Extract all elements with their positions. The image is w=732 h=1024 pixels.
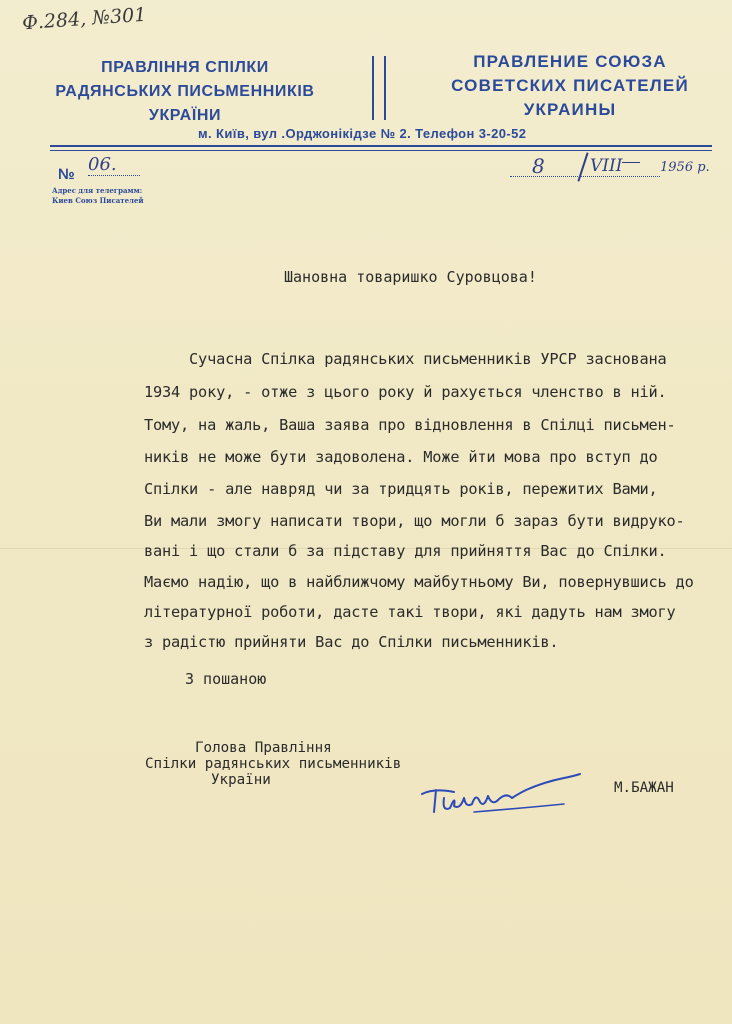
telegraph-address <box>52 186 144 206</box>
telegraph-line: Адрес для телеграмм: <box>52 186 143 195</box>
signature-block <box>145 740 401 788</box>
date-year: 1956 р. <box>660 160 710 175</box>
body-line: Спілки - але навряд чи за тридцять років, пережитих Вами, <box>144 480 658 498</box>
letterhead-ukrainian <box>40 56 330 128</box>
letterhead-line: СОВЕТСКИХ ПИСАТЕЛЕЙ <box>451 76 689 95</box>
body-line: Сучасна Спілка радянських письменників УРСР заснована <box>144 350 667 368</box>
telegraph-line: Киев Союз Писателей <box>52 196 144 205</box>
date-day: 8 <box>532 154 545 178</box>
date-divider <box>577 152 588 181</box>
signature-title-line: Спілки радянських письменників <box>145 756 402 772</box>
letterhead-line: УКРАИНЫ <box>523 100 617 119</box>
number-label: № <box>58 166 75 183</box>
body-line: літературної роботи, дасте такі твори, які дадуть нам змогу <box>144 603 676 621</box>
signature-title-line: Голова Правління <box>195 740 332 756</box>
body-line: 1934 року, - отже з цього року й рахується членство в ній. <box>144 383 667 401</box>
body-line: вані і що стали б за підставу для прийняття Вас до Спілки. <box>144 542 667 560</box>
letterhead-russian <box>420 50 720 122</box>
body-line: з радістю прийняти Вас до Спілки письменників. <box>144 633 559 651</box>
outgoing-number: 06. <box>88 154 140 176</box>
date-month: VIII <box>590 156 623 176</box>
date-underline <box>510 176 660 177</box>
body-line: ників не може бути задоволена. Може йти мова про вступ до <box>144 448 658 466</box>
body-line: Тому, на жаль, Ваша заява про відновлення в Спілці письмен- <box>144 416 676 434</box>
letterhead-line: РАДЯНСЬКИХ ПИСЬМЕННИКІВ <box>55 83 315 100</box>
date-divider <box>622 162 640 163</box>
letterhead-separator <box>372 56 386 120</box>
letterhead-line: УКРАЇНИ <box>148 107 222 124</box>
letter-date <box>510 154 710 184</box>
letterhead-line: ПРАВЛЕНИЕ СОЮЗА <box>473 52 667 71</box>
archive-mark: Ф.284, №301 <box>21 3 148 35</box>
body-line: Маємо надію, що в найближчому майбутньому Ви, повернувшись до <box>144 573 694 591</box>
header-rule <box>50 150 712 151</box>
salutation: Шановна товаришко Суровцова! <box>284 268 537 286</box>
signature-title-line: України <box>211 772 271 788</box>
letterhead-line: ПРАВЛІННЯ СПІЛКИ <box>101 59 269 76</box>
closing: З пошаною <box>185 670 267 688</box>
body-line: Ви мали змогу написати твори, що могли б зараз бути видруко- <box>144 512 685 530</box>
header-rule <box>50 145 712 147</box>
signatory-name: М.БАЖАН <box>614 780 674 796</box>
handwritten-signature <box>414 764 594 824</box>
letterhead-address: м. Київ, вул .Орджонікідзе № 2. Телефон 3-20-52 <box>198 126 527 141</box>
